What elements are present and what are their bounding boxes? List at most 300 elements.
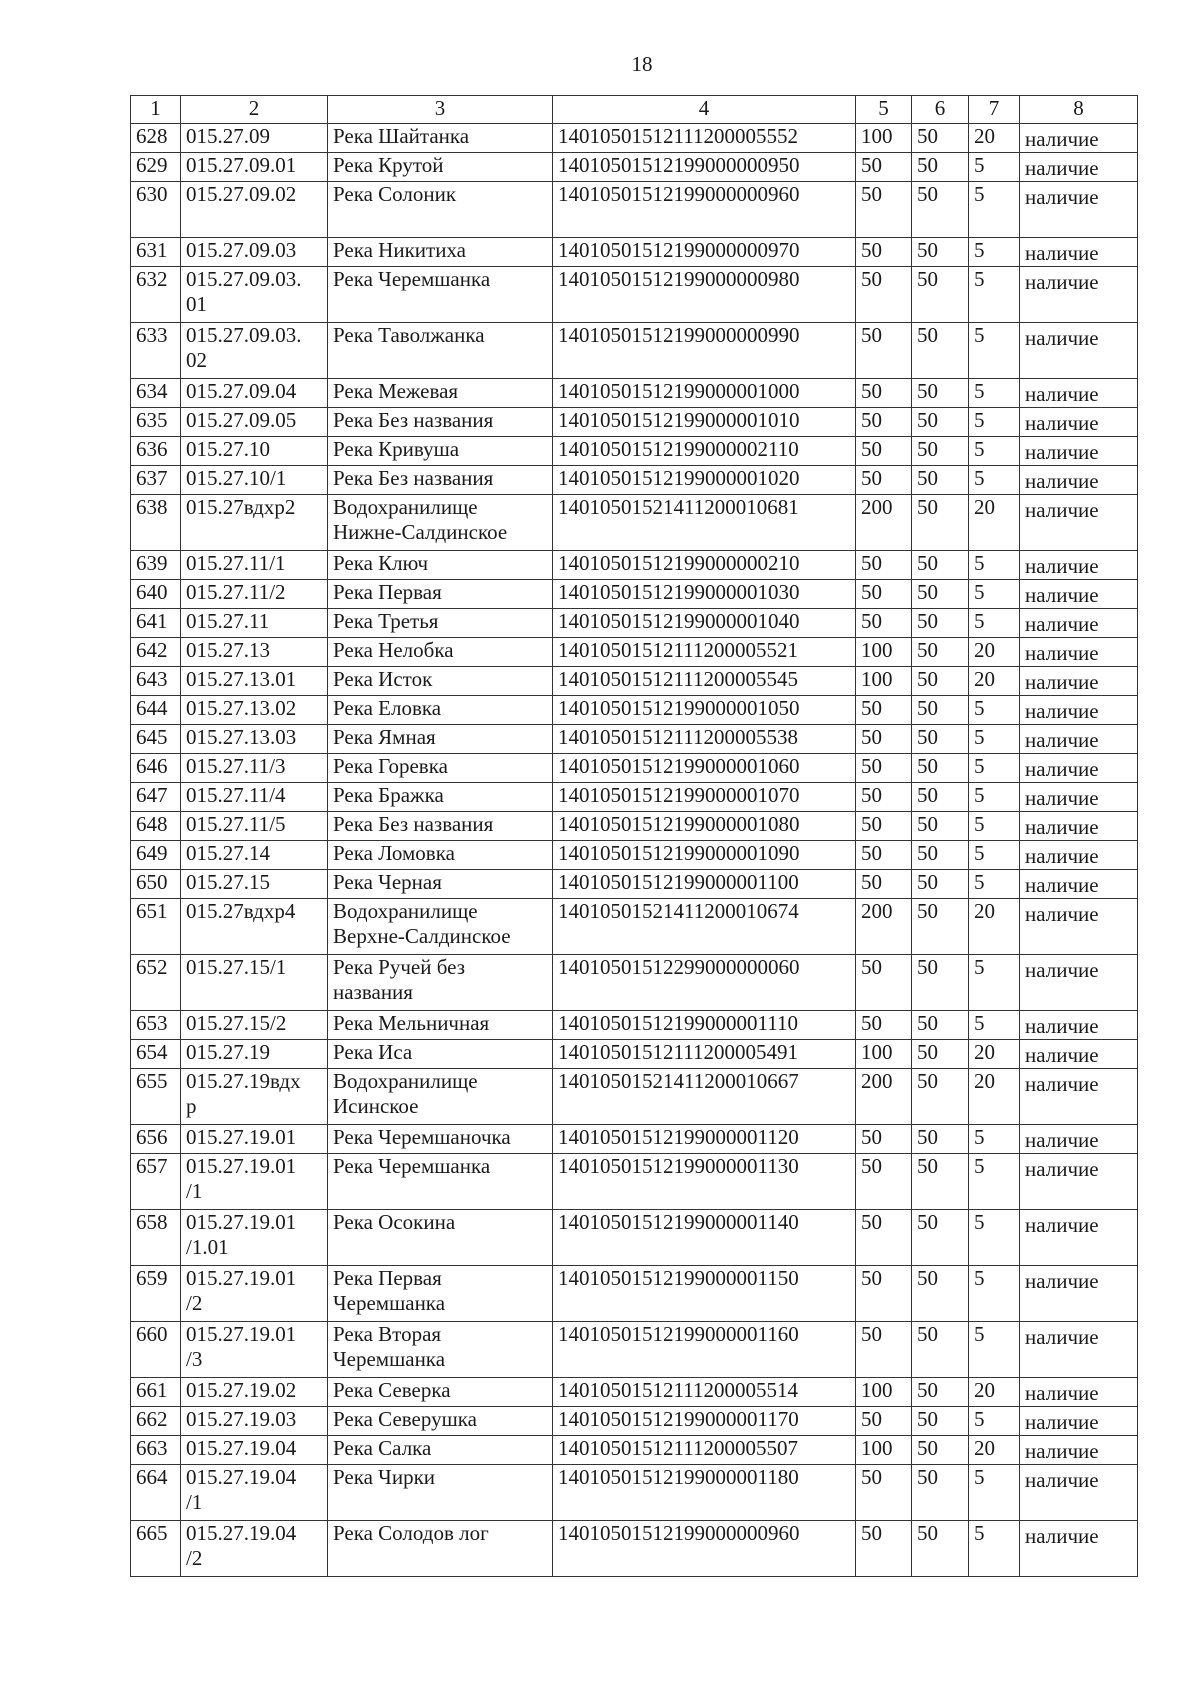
- table-row: [131, 495, 1138, 551]
- col-6-value: 50: [912, 1436, 969, 1465]
- object-name: Река Черная: [328, 870, 553, 899]
- col-7-value: 5: [969, 437, 1020, 466]
- registry-code: 14010501512199000001110: [553, 1011, 856, 1040]
- table-row: [131, 812, 1138, 841]
- row-number: 637: [131, 466, 181, 495]
- object-name: Река Третья: [328, 609, 553, 638]
- col-6-value: 50: [912, 437, 969, 466]
- status-value: наличие: [1020, 1378, 1138, 1407]
- row-number: 632: [131, 267, 181, 323]
- row-number: 642: [131, 638, 181, 667]
- object-code: 015.27.09.03. 02: [181, 323, 328, 379]
- object-code: 015.27.10: [181, 437, 328, 466]
- object-name: Река Северка: [328, 1378, 553, 1407]
- col-6-value: 50: [912, 267, 969, 323]
- registry-code: 14010501512199000001100: [553, 870, 856, 899]
- col-5-value: 50: [856, 1266, 912, 1322]
- col-7-value: 5: [969, 1210, 1020, 1266]
- row-number: 656: [131, 1125, 181, 1154]
- row-number: 636: [131, 437, 181, 466]
- col-7-value: 5: [969, 783, 1020, 812]
- status-value: наличие: [1020, 1266, 1138, 1322]
- table-row: [131, 955, 1138, 1011]
- col-6-value: 50: [912, 870, 969, 899]
- col-7-value: 5: [969, 841, 1020, 870]
- object-name: Река Нелобка: [328, 638, 553, 667]
- column-header: 8: [1020, 96, 1138, 124]
- object-code: 015.27.11/5: [181, 812, 328, 841]
- col-6-value: 50: [912, 955, 969, 1011]
- row-number: 643: [131, 667, 181, 696]
- registry-code: 14010501512111200005552: [553, 124, 856, 153]
- registry-code: 14010501512111200005545: [553, 667, 856, 696]
- col-6-value: 50: [912, 638, 969, 667]
- col-7-value: 5: [969, 379, 1020, 408]
- registry-code: 14010501512199000001130: [553, 1154, 856, 1210]
- row-number: 633: [131, 323, 181, 379]
- object-name: Река Северушка: [328, 1407, 553, 1436]
- object-code: 015.27.10/1: [181, 466, 328, 495]
- col-6-value: 50: [912, 609, 969, 638]
- object-name: Река Крутой: [328, 153, 553, 182]
- row-number: 658: [131, 1210, 181, 1266]
- col-5-value: 100: [856, 667, 912, 696]
- col-7-value: 5: [969, 267, 1020, 323]
- registry-code: 14010501512199000001170: [553, 1407, 856, 1436]
- col-5-value: 50: [856, 841, 912, 870]
- object-code: 015.27.15: [181, 870, 328, 899]
- col-6-value: 50: [912, 124, 969, 153]
- registry-code: 14010501512111200005538: [553, 725, 856, 754]
- col-5-value: 50: [856, 238, 912, 267]
- registry-code: 14010501521411200010674: [553, 899, 856, 955]
- col-6-value: 50: [912, 580, 969, 609]
- object-code: 015.27.19.04 /1: [181, 1465, 328, 1521]
- registry-code: 14010501512199000001050: [553, 696, 856, 725]
- registry-code: 14010501512199000001140: [553, 1210, 856, 1266]
- object-name: Река Без названия: [328, 408, 553, 437]
- object-code: 015.27.09.04: [181, 379, 328, 408]
- object-name: Река Без названия: [328, 466, 553, 495]
- col-7-value: 5: [969, 466, 1020, 495]
- table-row: [131, 841, 1138, 870]
- status-value: наличие: [1020, 1011, 1138, 1040]
- registry-code: 14010501512111200005507: [553, 1436, 856, 1465]
- registry-code: 14010501512199000001150: [553, 1266, 856, 1322]
- water-objects-table: [130, 95, 1138, 1577]
- object-code: 015.27.11/2: [181, 580, 328, 609]
- table-row: [131, 1011, 1138, 1040]
- table-row: [131, 696, 1138, 725]
- table-row: [131, 1069, 1138, 1125]
- status-value: наличие: [1020, 267, 1138, 323]
- col-5-value: 50: [856, 696, 912, 725]
- registry-code: 14010501512199000001080: [553, 812, 856, 841]
- col-7-value: 5: [969, 323, 1020, 379]
- object-name: Река Ключ: [328, 551, 553, 580]
- object-name: Река Еловка: [328, 696, 553, 725]
- object-code: 015.27.19: [181, 1040, 328, 1069]
- table-row: [131, 124, 1138, 153]
- col-5-value: 50: [856, 783, 912, 812]
- col-7-value: 5: [969, 238, 1020, 267]
- table-row: [131, 437, 1138, 466]
- row-number: 652: [131, 955, 181, 1011]
- col-5-value: 50: [856, 725, 912, 754]
- col-7-value: 5: [969, 408, 1020, 437]
- table-row: [131, 1210, 1138, 1266]
- table-row: [131, 580, 1138, 609]
- status-value: наличие: [1020, 466, 1138, 495]
- object-code: 015.27.15/1: [181, 955, 328, 1011]
- col-5-value: 50: [856, 1125, 912, 1154]
- object-name: Река Солоник: [328, 182, 553, 238]
- registry-code: 14010501512199000000960: [553, 1521, 856, 1577]
- object-name: Река Мельничная: [328, 1011, 553, 1040]
- object-name: Река Чирки: [328, 1465, 553, 1521]
- table-row: [131, 238, 1138, 267]
- table-row: [131, 1322, 1138, 1378]
- row-number: 639: [131, 551, 181, 580]
- col-5-value: 50: [856, 379, 912, 408]
- table-row: [131, 267, 1138, 323]
- col-6-value: 50: [912, 1040, 969, 1069]
- column-header: 2: [181, 96, 328, 124]
- registry-code: 14010501512199000000950: [553, 153, 856, 182]
- column-header: 1: [131, 96, 181, 124]
- status-value: наличие: [1020, 124, 1138, 153]
- status-value: наличие: [1020, 725, 1138, 754]
- object-name: Река Осокина: [328, 1210, 553, 1266]
- table-row: [131, 609, 1138, 638]
- col-5-value: 100: [856, 1378, 912, 1407]
- object-name: Водохранилище Исинское: [328, 1069, 553, 1125]
- col-7-value: 20: [969, 899, 1020, 955]
- table-row: [131, 1040, 1138, 1069]
- object-name: Водохранилище Верхне-Салдинское: [328, 899, 553, 955]
- status-value: наличие: [1020, 551, 1138, 580]
- col-7-value: 5: [969, 182, 1020, 238]
- col-6-value: 50: [912, 495, 969, 551]
- registry-code: 14010501512199000000970: [553, 238, 856, 267]
- object-name: Река Шайтанка: [328, 124, 553, 153]
- object-name: Река Межевая: [328, 379, 553, 408]
- col-7-value: 5: [969, 870, 1020, 899]
- row-number: 647: [131, 783, 181, 812]
- table-header-row: [131, 96, 1138, 124]
- row-number: 649: [131, 841, 181, 870]
- col-7-value: 5: [969, 725, 1020, 754]
- col-7-value: 20: [969, 1378, 1020, 1407]
- registry-code: 14010501512199000000990: [553, 323, 856, 379]
- col-6-value: 50: [912, 408, 969, 437]
- registry-code: 14010501512199000002110: [553, 437, 856, 466]
- object-code: 015.27.13.03: [181, 725, 328, 754]
- object-code: 015.27.09: [181, 124, 328, 153]
- col-5-value: 200: [856, 495, 912, 551]
- col-6-value: 50: [912, 783, 969, 812]
- object-code: 015.27.11/3: [181, 754, 328, 783]
- col-6-value: 50: [912, 841, 969, 870]
- object-name: Река Солодов лог: [328, 1521, 553, 1577]
- column-header: 6: [912, 96, 969, 124]
- status-value: наличие: [1020, 870, 1138, 899]
- col-6-value: 50: [912, 899, 969, 955]
- object-name: Река Бражка: [328, 783, 553, 812]
- col-7-value: 5: [969, 754, 1020, 783]
- row-number: 653: [131, 1011, 181, 1040]
- status-value: наличие: [1020, 841, 1138, 870]
- registry-code: 14010501512199000000960: [553, 182, 856, 238]
- object-name: Река Вторая Черемшанка: [328, 1322, 553, 1378]
- col-5-value: 50: [856, 408, 912, 437]
- object-code: 015.27.15/2: [181, 1011, 328, 1040]
- object-name: Река Первая Черемшанка: [328, 1266, 553, 1322]
- object-code: 015.27.19.04 /2: [181, 1521, 328, 1577]
- table-row: [131, 754, 1138, 783]
- registry-code: 14010501512199000000210: [553, 551, 856, 580]
- col-7-value: 5: [969, 1521, 1020, 1577]
- status-value: наличие: [1020, 609, 1138, 638]
- col-7-value: 20: [969, 1069, 1020, 1125]
- col-7-value: 5: [969, 1125, 1020, 1154]
- col-6-value: 50: [912, 238, 969, 267]
- col-6-value: 50: [912, 323, 969, 379]
- status-value: наличие: [1020, 580, 1138, 609]
- registry-code: 14010501512111200005514: [553, 1378, 856, 1407]
- object-code: 015.27.19.01 /3: [181, 1322, 328, 1378]
- object-code: 015.27.19.04: [181, 1436, 328, 1465]
- col-7-value: 5: [969, 1407, 1020, 1436]
- col-5-value: 50: [856, 1521, 912, 1577]
- row-number: 628: [131, 124, 181, 153]
- table-row: [131, 638, 1138, 667]
- table-row: [131, 1521, 1138, 1577]
- row-number: 661: [131, 1378, 181, 1407]
- registry-code: 14010501512199000001000: [553, 379, 856, 408]
- col-5-value: 50: [856, 182, 912, 238]
- table-row: [131, 323, 1138, 379]
- col-5-value: 100: [856, 1436, 912, 1465]
- status-value: наличие: [1020, 1465, 1138, 1521]
- row-number: 629: [131, 153, 181, 182]
- col-5-value: 200: [856, 1069, 912, 1125]
- table-body: [131, 124, 1138, 1577]
- registry-code: 14010501512199000001180: [553, 1465, 856, 1521]
- row-number: 650: [131, 870, 181, 899]
- row-number: 654: [131, 1040, 181, 1069]
- row-number: 641: [131, 609, 181, 638]
- col-5-value: 50: [856, 1465, 912, 1521]
- col-6-value: 50: [912, 379, 969, 408]
- status-value: наличие: [1020, 495, 1138, 551]
- col-7-value: 5: [969, 609, 1020, 638]
- registry-code: 14010501512199000001120: [553, 1125, 856, 1154]
- col-7-value: 20: [969, 495, 1020, 551]
- col-5-value: 50: [856, 609, 912, 638]
- object-name: Река Первая: [328, 580, 553, 609]
- object-name: Река Кривуша: [328, 437, 553, 466]
- col-7-value: 5: [969, 1154, 1020, 1210]
- object-code: 015.27.11/4: [181, 783, 328, 812]
- col-6-value: 50: [912, 1069, 969, 1125]
- object-code: 015.27вдхр4: [181, 899, 328, 955]
- column-header: 3: [328, 96, 553, 124]
- status-value: наличие: [1020, 1210, 1138, 1266]
- object-code: 015.27.13.01: [181, 667, 328, 696]
- col-5-value: 50: [856, 1407, 912, 1436]
- table-row: [131, 725, 1138, 754]
- object-code: 015.27.13: [181, 638, 328, 667]
- col-6-value: 50: [912, 1011, 969, 1040]
- col-7-value: 5: [969, 696, 1020, 725]
- col-5-value: 50: [856, 870, 912, 899]
- status-value: наличие: [1020, 1040, 1138, 1069]
- status-value: наличие: [1020, 437, 1138, 466]
- status-value: наличие: [1020, 696, 1138, 725]
- object-name: Река Черемшанка: [328, 267, 553, 323]
- row-number: 657: [131, 1154, 181, 1210]
- col-5-value: 200: [856, 899, 912, 955]
- object-name: Река Ямная: [328, 725, 553, 754]
- row-number: 648: [131, 812, 181, 841]
- row-number: 659: [131, 1266, 181, 1322]
- col-5-value: 50: [856, 437, 912, 466]
- col-6-value: 50: [912, 696, 969, 725]
- column-header: 4: [553, 96, 856, 124]
- registry-code: 14010501512199000001070: [553, 783, 856, 812]
- table-row: [131, 667, 1138, 696]
- col-6-value: 50: [912, 667, 969, 696]
- registry-code: 14010501512199000001060: [553, 754, 856, 783]
- object-name: Водохранилище Нижне-Салдинское: [328, 495, 553, 551]
- row-number: 645: [131, 725, 181, 754]
- col-7-value: 20: [969, 1436, 1020, 1465]
- col-7-value: 20: [969, 1040, 1020, 1069]
- col-5-value: 50: [856, 1154, 912, 1210]
- page-number: 18: [631, 52, 653, 76]
- row-number: 663: [131, 1436, 181, 1465]
- table-row: [131, 783, 1138, 812]
- col-6-value: 50: [912, 1465, 969, 1521]
- object-code: 015.27.19.01 /2: [181, 1266, 328, 1322]
- registry-code: 14010501521411200010667: [553, 1069, 856, 1125]
- col-6-value: 50: [912, 1407, 969, 1436]
- status-value: наличие: [1020, 1322, 1138, 1378]
- object-code: 015.27.19.03: [181, 1407, 328, 1436]
- col-6-value: 50: [912, 1210, 969, 1266]
- object-code: 015.27.19.02: [181, 1378, 328, 1407]
- table-row: [131, 1407, 1138, 1436]
- table-row: [131, 466, 1138, 495]
- registry-code: 14010501512111200005521: [553, 638, 856, 667]
- registry-code: 14010501512199000001160: [553, 1322, 856, 1378]
- table-row: [131, 182, 1138, 238]
- status-value: наличие: [1020, 1407, 1138, 1436]
- row-number: 646: [131, 754, 181, 783]
- row-number: 640: [131, 580, 181, 609]
- col-5-value: 50: [856, 955, 912, 1011]
- status-value: наличие: [1020, 1521, 1138, 1577]
- object-name: Река Никитиха: [328, 238, 553, 267]
- registry-code: 14010501512111200005491: [553, 1040, 856, 1069]
- row-number: 635: [131, 408, 181, 437]
- status-value: наличие: [1020, 323, 1138, 379]
- row-number: 651: [131, 899, 181, 955]
- col-5-value: 100: [856, 1040, 912, 1069]
- col-7-value: 5: [969, 153, 1020, 182]
- status-value: наличие: [1020, 667, 1138, 696]
- col-6-value: 50: [912, 551, 969, 580]
- row-number: 662: [131, 1407, 181, 1436]
- table-row: [131, 1154, 1138, 1210]
- col-5-value: 50: [856, 267, 912, 323]
- object-code: 015.27.09.03: [181, 238, 328, 267]
- status-value: наличие: [1020, 238, 1138, 267]
- registry-code: 14010501512199000001010: [553, 408, 856, 437]
- col-6-value: 50: [912, 182, 969, 238]
- object-code: 015.27вдхр2: [181, 495, 328, 551]
- col-6-value: 50: [912, 1154, 969, 1210]
- col-5-value: 50: [856, 551, 912, 580]
- object-code: 015.27.19.01: [181, 1125, 328, 1154]
- registry-code: 14010501512299000000060: [553, 955, 856, 1011]
- col-7-value: 5: [969, 1266, 1020, 1322]
- row-number: 634: [131, 379, 181, 408]
- column-header: 5: [856, 96, 912, 124]
- status-value: наличие: [1020, 153, 1138, 182]
- registry-code: 14010501512199000001090: [553, 841, 856, 870]
- registry-code: 14010501512199000001020: [553, 466, 856, 495]
- col-6-value: 50: [912, 1378, 969, 1407]
- status-value: наличие: [1020, 182, 1138, 238]
- col-5-value: 50: [856, 153, 912, 182]
- registry-code: 14010501512199000000980: [553, 267, 856, 323]
- row-number: 660: [131, 1322, 181, 1378]
- col-5-value: 50: [856, 466, 912, 495]
- row-number: 644: [131, 696, 181, 725]
- status-value: наличие: [1020, 1436, 1138, 1465]
- row-number: 638: [131, 495, 181, 551]
- col-5-value: 50: [856, 1210, 912, 1266]
- object-name: Река Ломовка: [328, 841, 553, 870]
- object-code: 015.27.09.02: [181, 182, 328, 238]
- col-6-value: 50: [912, 754, 969, 783]
- object-name: Река Черемшаночка: [328, 1125, 553, 1154]
- object-code: 015.27.19.01 /1.01: [181, 1210, 328, 1266]
- object-code: 015.27.11/1: [181, 551, 328, 580]
- col-5-value: 50: [856, 323, 912, 379]
- column-header: 7: [969, 96, 1020, 124]
- object-name: Река Салка: [328, 1436, 553, 1465]
- col-6-value: 50: [912, 153, 969, 182]
- status-value: наличие: [1020, 812, 1138, 841]
- col-6-value: 50: [912, 466, 969, 495]
- col-5-value: 50: [856, 812, 912, 841]
- object-code: 015.27.19.01 /1: [181, 1154, 328, 1210]
- col-5-value: 50: [856, 1011, 912, 1040]
- status-value: наличие: [1020, 783, 1138, 812]
- row-number: 631: [131, 238, 181, 267]
- status-value: наличие: [1020, 1069, 1138, 1125]
- object-name: Река Черемшанка: [328, 1154, 553, 1210]
- status-value: наличие: [1020, 955, 1138, 1011]
- row-number: 664: [131, 1465, 181, 1521]
- object-code: 015.27.09.05: [181, 408, 328, 437]
- row-number: 655: [131, 1069, 181, 1125]
- table-row: [131, 551, 1138, 580]
- row-number: 665: [131, 1521, 181, 1577]
